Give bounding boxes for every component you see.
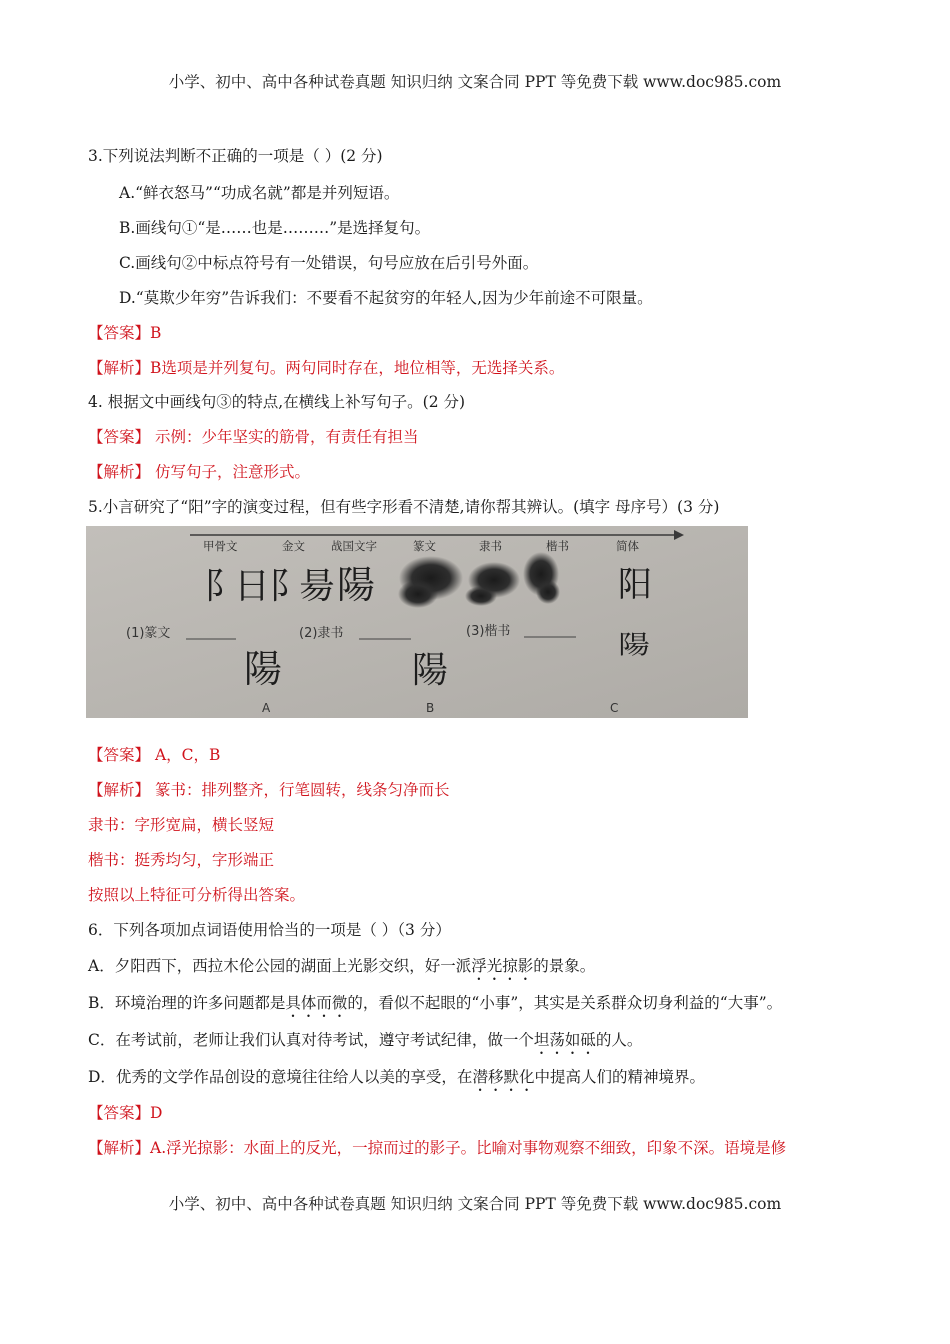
stage-label: 隶书 (479, 539, 502, 553)
page-footer: 小学、初中、高中各种试卷真题 知识归纳 文案合同 PPT 等免费下载 www.doc985.com (168, 1195, 782, 1213)
q6-answer (88, 1103, 162, 1123)
dotted-word: 具体而微 (285, 994, 348, 1012)
glyph-zhanguo: 陽 (337, 563, 376, 607)
q6-stem: 6．下列各项加点词语使用恰当的一项是（ ）（3 分） (88, 921, 451, 939)
option-text: 的，看似不起眼的“小事”，其实是关系群众切身利益的“大事”。 (347, 994, 783, 1012)
q4-stem: 4. 根据文中画线句③的特点,在横线上补写句子。(2 分) (88, 393, 466, 411)
blank-label: (2)隶书 (299, 626, 344, 641)
q3-stem: 3.下列说法判断不正确的一项是（ ）(2 分) (88, 147, 383, 165)
choice-letter-c: C (610, 701, 619, 715)
q5-analysis-line: 隶书：字形宽扁，横长竖短 (88, 816, 275, 834)
option-text: 中提高人们的精神境界。 (534, 1068, 705, 1086)
q5-answer (88, 745, 220, 765)
dotted-word: 潜移默化 (472, 1068, 535, 1086)
stage-label: 甲骨文 (203, 539, 238, 553)
answer-tag: 【答案】 (88, 428, 151, 446)
analysis-text: 仿写句子，注意形式。 (150, 463, 310, 481)
q6-option-b (88, 993, 782, 1021)
option-text: 的景象。 (533, 957, 596, 975)
q3-option-d: D.“莫欺少年穷”告诉我们：不要看不起贫穷的年轻人,因为少年前途不可限量。 (119, 289, 653, 307)
analysis-tag: 【解析】 (88, 1139, 151, 1157)
analysis-text: A.浮光掠影：水面上的反光，一掠而过的影子。比喻对事物观察不细致，印象不深。语境是修 (150, 1139, 787, 1157)
q5-analysis (88, 780, 449, 800)
analysis-text: B选项是并列复句。两句同时存在，地位相等，无选择关系。 (150, 359, 565, 377)
option-text: B．环境治理的许多问题都是 (88, 994, 286, 1012)
analysis-text: 篆书：排列整齐，行笔圆转，线条匀净而长 (150, 781, 450, 799)
analysis-tag: 【解析】 (88, 359, 151, 377)
page-header: 小学、初中、高中各种试卷真题 知识归纳 文案合同 PPT 等免费下载 www.doc985.com (168, 73, 782, 91)
q3-option-b: B.画线句①“是……也是………”是选择复句。 (119, 219, 431, 237)
answer-value: A，C，B (150, 746, 221, 764)
answer-tag: 【答案】 (88, 324, 151, 342)
stage-label: 简体 (616, 539, 639, 553)
choice-glyph-c: 陽 (618, 629, 650, 660)
answer-tag: 【答案】 (88, 746, 151, 764)
analysis-tag: 【解析】 (88, 781, 151, 799)
option-text: C．在考试前，老师让我们认真对待考试，遵守考试纪律，做一个 (88, 1031, 534, 1049)
choice-glyph-b: 陽 (412, 650, 449, 690)
stage-label: 战国文字 (331, 539, 377, 553)
option-text: 的人。 (595, 1031, 643, 1049)
q4-analysis (88, 462, 310, 482)
glyph-jinwen: 阝昜 (269, 566, 330, 607)
q3-option-c: C.画线句②中标点符号有一处错误，句号应放在后引号外面。 (119, 254, 539, 272)
option-text: A．夕阳西下，西拉木伦公园的湖面上光影交织，好一派 (88, 957, 472, 975)
answer-tag: 【答案】 (88, 1104, 151, 1122)
character-evolution-figure (86, 526, 748, 718)
q5-stem: 5.小言研究了“阳”字的演变过程，但有些字形看不清楚,请你帮其辨认。(填字 母序号）(3 分) (88, 498, 720, 516)
choice-letter-b: B (426, 701, 435, 715)
q3-option-a: A.“鲜衣怒马”“功成名就”都是并列短语。 (119, 184, 400, 202)
q6-option-c (88, 1030, 642, 1058)
stage-label: 金文 (282, 539, 305, 553)
answer-value: 示例：少年坚实的筋骨，有责任有担当 (150, 428, 419, 446)
dotted-word: 坦荡如砥 (533, 1031, 596, 1049)
glyph-jiaguwen: 阝日 (204, 566, 265, 607)
option-text: D．优秀的文学作品创设的意境往往给人以美的享受，在 (88, 1068, 473, 1086)
blank-label: (1)篆文 (126, 626, 171, 641)
q3-analysis (88, 358, 564, 378)
q5-analysis-line: 按照以上特征可分析得出答案。 (88, 886, 306, 904)
q4-answer (88, 427, 418, 447)
blank-label: (3)楷书 (466, 624, 511, 639)
analysis-tag: 【解析】 (88, 463, 151, 481)
glyph-jianti: 阳 (618, 565, 652, 605)
choice-glyph-a: 陽 (244, 647, 283, 691)
q3-answer (88, 323, 161, 343)
answer-value: D (150, 1104, 163, 1122)
stage-label: 篆文 (413, 539, 436, 553)
dotted-word: 浮光掠影 (471, 957, 534, 975)
q6-option-a (88, 956, 595, 984)
q6-option-d (88, 1067, 705, 1095)
stage-label: 楷书 (546, 539, 569, 553)
choice-letter-a: A (262, 701, 271, 715)
q5-analysis-line: 楷书：挺秀均匀，字形端正 (88, 851, 275, 869)
q6-analysis (88, 1138, 786, 1158)
answer-value: B (150, 324, 162, 342)
